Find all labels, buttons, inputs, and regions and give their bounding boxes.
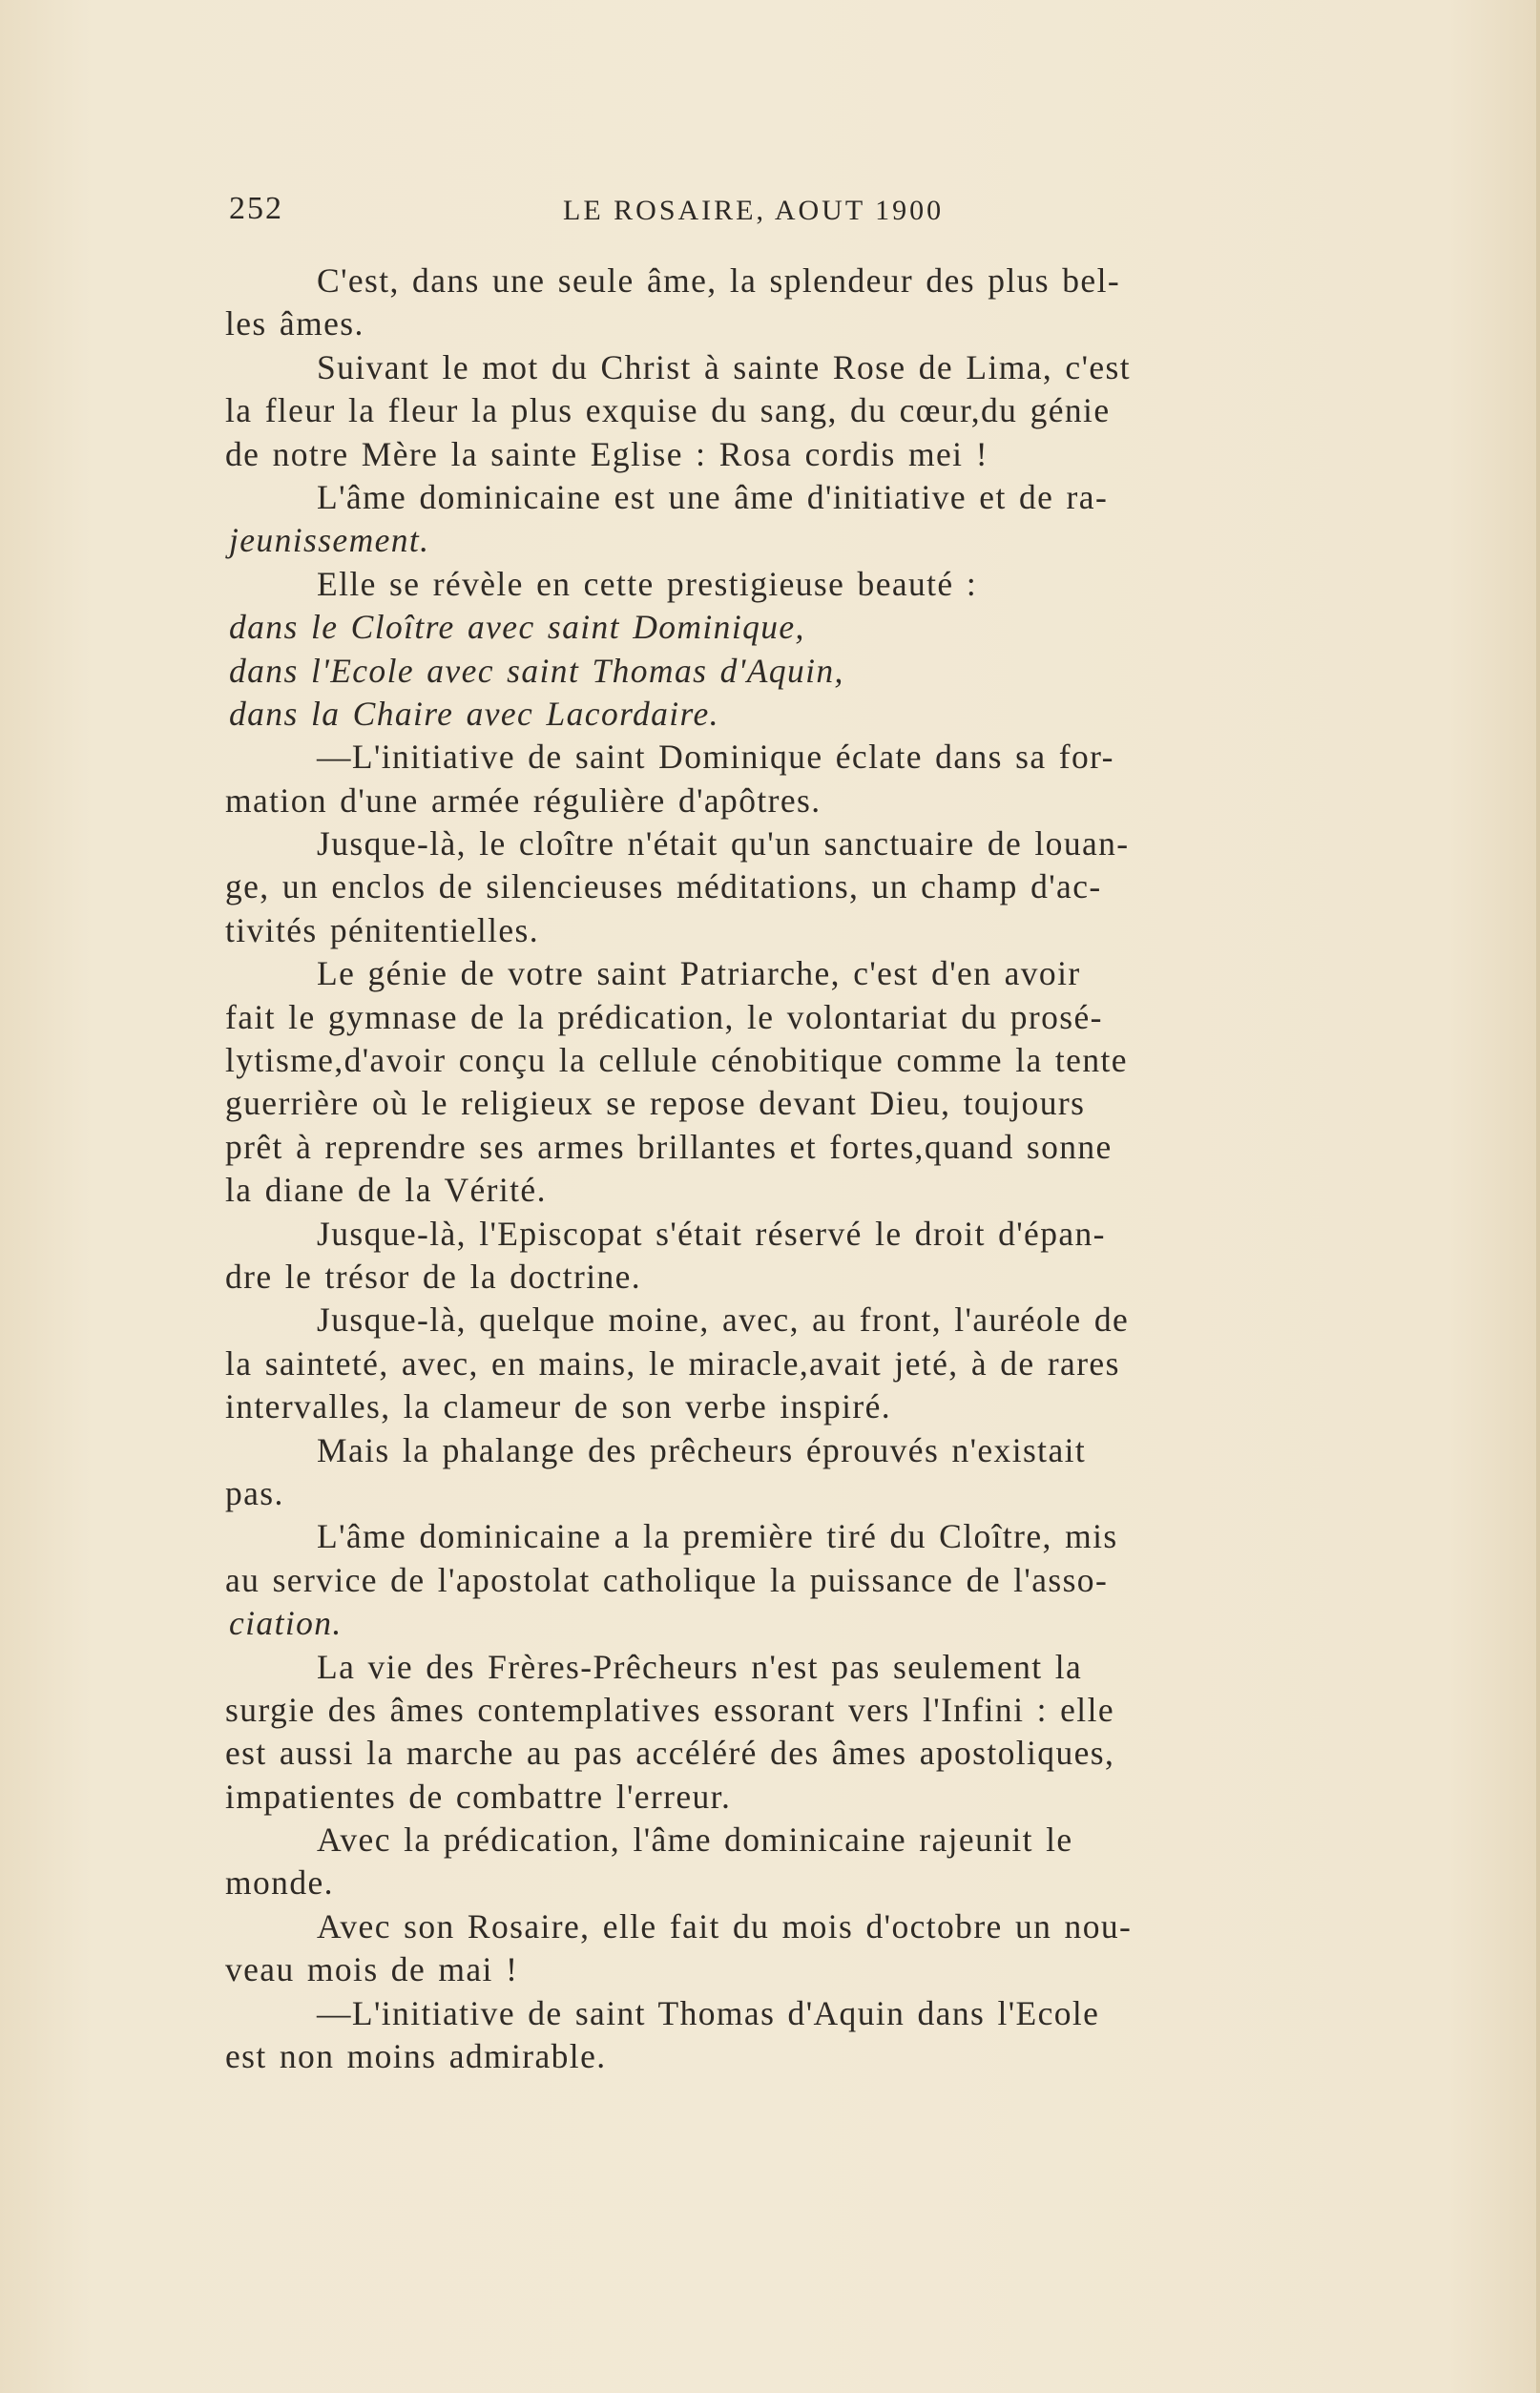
- text-line: L'âme dominicaine est une âme d'initiative et de ra-: [317, 477, 1109, 516]
- text-line: veau mois de mai !: [225, 1950, 519, 1989]
- text-line: Mais la phalange des prêcheurs éprouvés n'existait: [317, 1430, 1087, 1469]
- text-line: dans le Cloître avec saint Dominique,: [229, 608, 805, 647]
- running-header: [229, 191, 1345, 239]
- text-line: tivités pénitentielles.: [225, 910, 539, 949]
- text-line: dans la Chaire avec Lacordaire.: [229, 694, 719, 733]
- running-title: LE ROSAIRE, AOUT 1900: [563, 195, 945, 226]
- text-line: dre le trésor de la doctrine.: [225, 1257, 642, 1296]
- text-line: prêt à reprendre ses armes brillantes et fortes,quand sonne: [225, 1127, 1113, 1166]
- text-line: est aussi la marche au pas accéléré des âmes apostoliques,: [225, 1734, 1115, 1773]
- text-line: pas.: [225, 1473, 284, 1512]
- page-number: 252: [229, 191, 283, 226]
- text-line: guerrière où le religieux se repose devant Dieu, toujours: [225, 1084, 1086, 1123]
- text-line: L'âme dominicaine a la première tiré du Cloître, mis: [317, 1517, 1118, 1556]
- text-line: impatientes de combattre l'erreur.: [225, 1777, 732, 1816]
- text-line: de notre Mère la sainte Eglise : Rosa cordis mei !: [225, 434, 989, 473]
- text-line: dans l'Ecole avec saint Thomas d'Aquin,: [229, 651, 844, 690]
- text-line: mation d'une armée régulière d'apôtres.: [225, 780, 822, 820]
- text-line: la fleur la fleur la plus exquise du sang, du cœur,du génie: [225, 391, 1111, 430]
- text-line: au service de l'apostolat catholique la puissance de l'asso-: [225, 1560, 1109, 1599]
- text-line: monde.: [225, 1863, 334, 1903]
- text-line: Jusque-là, l'Episcopat s'était réservé le droit d'épan-: [317, 1214, 1106, 1253]
- text-line: Suivant le mot du Christ à sainte Rose de Lima, c'est: [317, 347, 1132, 386]
- text-line: —L'initiative de saint Dominique éclate dans sa for-: [317, 738, 1114, 777]
- text-line: ge, un enclos de silencieuses méditations, un champ d'ac-: [225, 867, 1102, 906]
- text-line: Avec la prédication, l'âme dominicaine rajeunit le: [317, 1821, 1073, 1860]
- text-line: jeunissement.: [229, 521, 430, 560]
- text-line: la sainteté, avec, en mains, le miracle,avait jeté, à de rares: [225, 1343, 1120, 1383]
- article-body: [225, 260, 1342, 2078]
- text-line: les âmes.: [225, 304, 364, 343]
- text-line: est non moins admirable.: [225, 2037, 607, 2076]
- text-line: Jusque-là, le cloître n'était qu'un sanctuaire de louan-: [317, 824, 1130, 864]
- text-line: Jusque-là, quelque moine, avec, au front, l'auréole de: [317, 1301, 1130, 1340]
- text-line: Avec son Rosaire, elle fait du mois d'octobre un nou-: [317, 1906, 1133, 1946]
- text-line: la diane de la Vérité.: [225, 1171, 547, 1210]
- text-line: Le génie de votre saint Patriarche, c'est d'en avoir: [317, 954, 1081, 993]
- text-line: C'est, dans une seule âme, la splendeur des plus bel-: [317, 261, 1121, 300]
- text-line: Elle se révèle en cette prestigieuse beauté :: [317, 564, 978, 603]
- page-edge: [1536, 0, 1540, 2393]
- text-line: La vie des Frères-Prêcheurs n'est pas seulement la: [317, 1647, 1083, 1686]
- text-line: —L'initiative de saint Thomas d'Aquin dans l'Ecole: [317, 1993, 1100, 2032]
- text-line: surgie des âmes contemplatives essorant vers l'Infini : elle: [225, 1690, 1114, 1729]
- text-line: intervalles, la clameur de son verbe inspiré.: [225, 1387, 892, 1426]
- text-line: lytisme,d'avoir conçu la cellule cénobitique comme la tente: [225, 1041, 1128, 1080]
- text-line: fait le gymnase de la prédication, le volontariat du prosé-: [225, 997, 1103, 1036]
- text-line: ciation.: [229, 1604, 343, 1643]
